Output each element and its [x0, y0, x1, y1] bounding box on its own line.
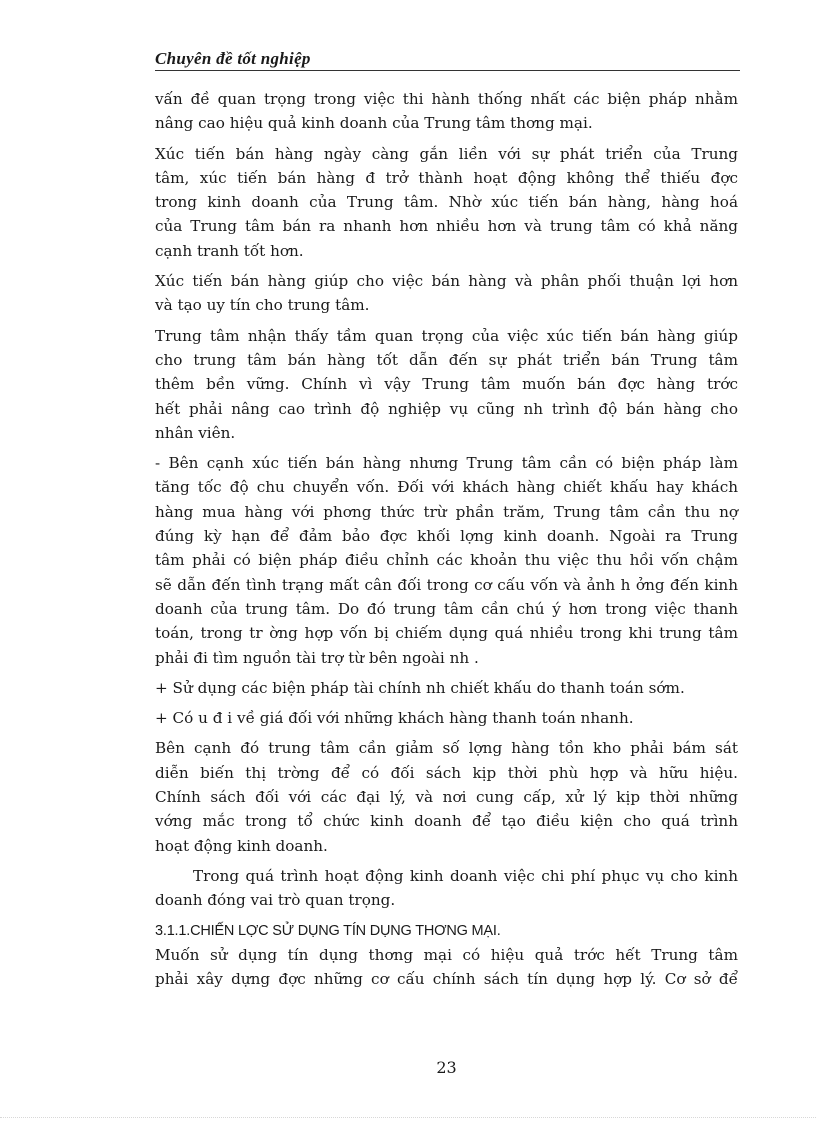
text-line: Bên cạnh đó trung tâm cần giảm số lợng hàng tồn kho phải bám sát — [155, 739, 738, 758]
paragraph-4 — [155, 324, 738, 445]
text-line: và tạo uy tín cho trung tâm. — [155, 296, 370, 315]
text-line: sẽ dẫn đến tình trạng mất cân đối trong cơ cấu vốn và ảnh h ởng đến kinh — [155, 575, 738, 594]
paragraph-10 — [155, 943, 738, 992]
paragraph-2 — [155, 142, 738, 263]
text-line: nâng cao hiệu quả kinh doanh của Trung tâm thơng mại. — [155, 114, 593, 133]
section-heading: 3.1.1.CHIẾN LỢC SỬ DỤNG TÍN DỤNG THƠNG MẠI. — [155, 922, 501, 939]
paragraph-3 — [155, 269, 738, 318]
text-line: hoạt động kinh doanh. — [155, 836, 328, 855]
text-line: vấn đề quan trọng trong việc thi hành thống nhất các biện pháp nhằm — [155, 90, 738, 108]
paragraph-9 — [155, 864, 738, 913]
header-title: Chuyên đề tốt nghiệp — [155, 49, 311, 68]
text-line: - Bên cạnh xúc tiến bán hàng nhưng Trung tâm cần có biện pháp làm — [155, 454, 738, 473]
text-line: Chính sách đối với các đại lý, và nơi cung cấp, xử lý kịp thời những — [155, 788, 738, 807]
text-line: toán, trong tr ờng hợp vốn bị chiếm dụng quá nhiều trong khi trung tâm — [155, 624, 738, 643]
paragraph-5 — [155, 451, 738, 670]
text-line: + Có u đ i về giá đối với những khách hàng thanh toán nhanh. — [155, 709, 634, 728]
text-line: Muốn sử dụng tín dụng thơng mại có hiệu quả trớc hết Trung tâm — [155, 945, 738, 964]
text-line: thêm bền vững. Chính vì vậy Trung tâm muốn bán đợc hàng trớc — [155, 375, 738, 394]
text-line: Xúc tiến bán hàng giúp cho việc bán hàng và phân phối thuận lợi hơn — [155, 272, 738, 291]
text-line: vớng mắc trong tổ chức kinh doanh để tạo điều kiện cho quá trình — [155, 812, 738, 831]
text-line: Trong quá trình hoạt động kinh doanh việc chi phí phục vụ cho kinh — [193, 866, 738, 885]
text-line: hàng mua hàng với phơng thức trừ phần trăm, Trung tâm cần thu nợ — [155, 502, 738, 521]
paragraph-1 — [155, 87, 738, 136]
text-line: Xúc tiến bán hàng ngày càng gắn liền với sự phát triển của Trung — [155, 144, 738, 163]
text-line: nhân viên. — [155, 423, 236, 442]
page-header — [155, 48, 740, 71]
text-line: diễn biến thị trờng để có đối sách kịp thời phù hợp và hữu hiệu. — [155, 763, 738, 782]
paragraph-7 — [155, 706, 738, 730]
text-line: cho trung tâm bán hàng tốt dẫn đến sự phát triển bán Trung tâm — [155, 350, 738, 369]
text-line: phải xây dựng đợc những cơ cấu chính sách tín dụng hợp lý. Cơ sở để — [155, 969, 738, 988]
page-number: 23 — [436, 1058, 457, 1077]
text-line: cạnh tranh tốt hơn. — [155, 241, 304, 260]
text-line: + Sử dụng các biện pháp tài chính nh chiết khấu do thanh toán sớm. — [155, 678, 685, 697]
text-line: doanh đóng vai trò quan trọng. — [155, 891, 396, 910]
text-line: doanh của trung tâm. Do đó trung tâm cần chú ý hơn trong việc thanh — [155, 599, 738, 618]
text-line: trong kinh doanh của Trung tâm. Nhờ xúc tiến bán hàng, hàng hoá — [155, 193, 738, 212]
text-line: hết phải nâng cao trình độ nghiệp vụ cũng nh trình độ bán hàng cho — [155, 399, 738, 418]
paragraph-8 — [155, 736, 738, 857]
text-line: của Trung tâm bán ra nhanh hơn nhiều hơn và trung tâm có khả năng — [155, 217, 738, 236]
text-line: đúng kỳ hạn để đảm bảo đợc khối lợng kinh doanh. Ngoài ra Trung — [155, 527, 738, 546]
paragraph-6 — [155, 676, 738, 700]
text-line: tâm, xúc tiến bán hàng đ trở thành hoạt động không thể thiếu đợc — [155, 168, 738, 187]
text-line: tăng tốc độ chu chuyển vốn. Đối với khách hàng chiết khấu hay khách — [155, 478, 738, 497]
text-line: tâm phải có biện pháp điều chỉnh các khoản thu việc thu hồi vốn chậm — [155, 551, 738, 570]
page-edge-rule — [0, 1117, 816, 1119]
text-line: Trung tâm nhận thấy tầm quan trọng của việc xúc tiến bán hàng giúp — [155, 326, 738, 345]
text-line: phải đi tìm nguồn tài trợ từ bên ngoài nh . — [155, 648, 479, 667]
document-body — [155, 87, 738, 991]
